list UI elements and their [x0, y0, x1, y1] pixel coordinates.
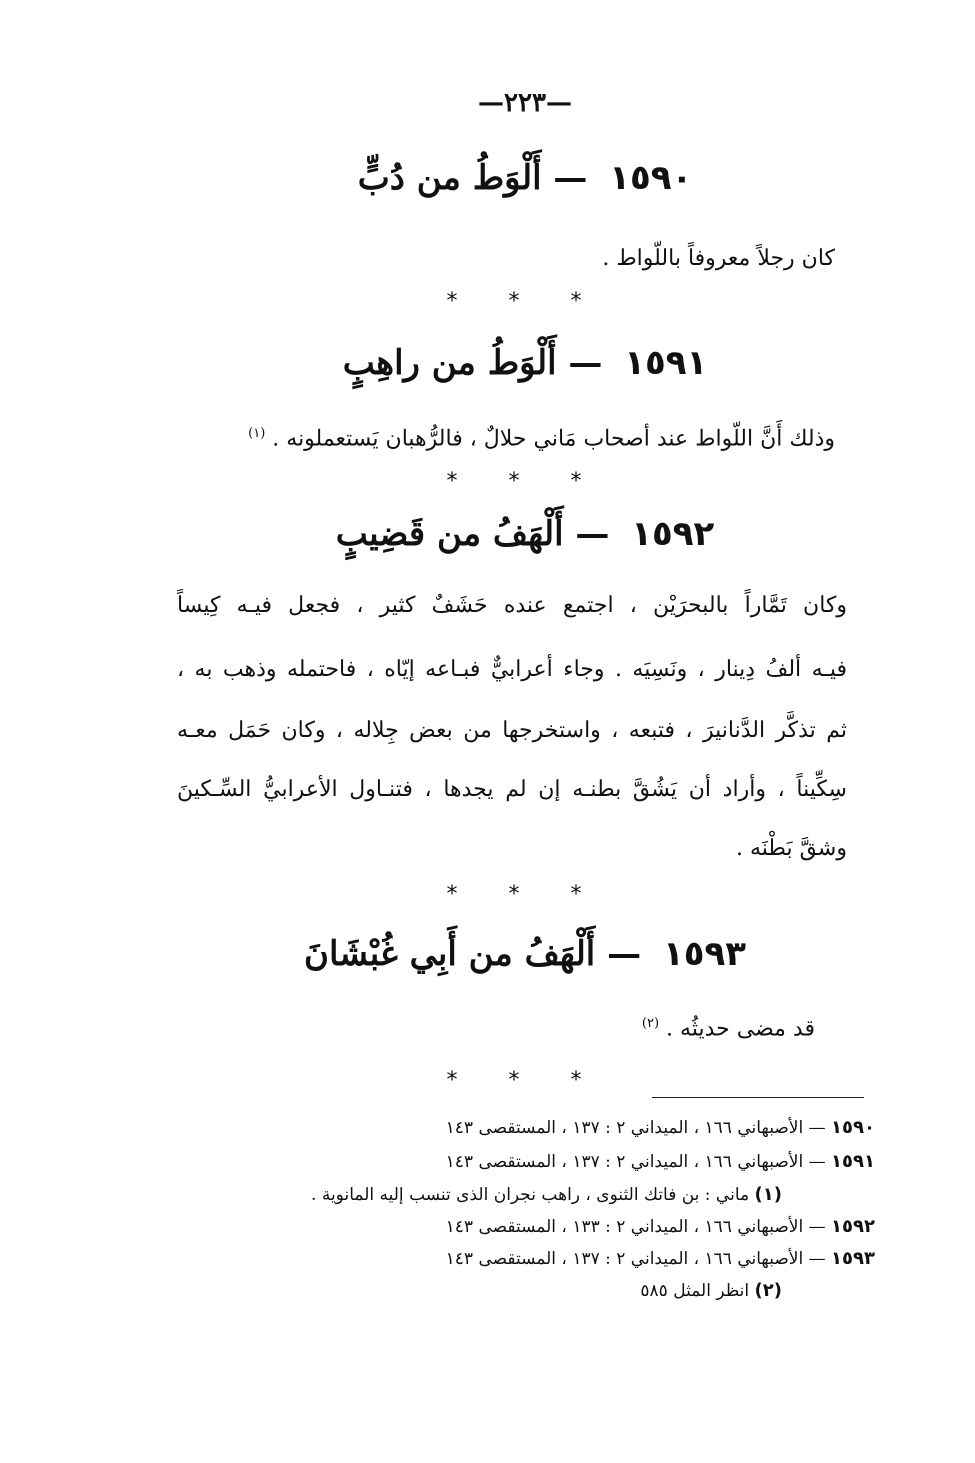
entry-text-line: فيـه ألفُ دِينار ، ونَسِيَه . وجاء أعرابيٌّ فبـاعه إيّاه ، فاحتمله وذهب به ، [177, 657, 847, 682]
entry-dash: — [553, 158, 588, 198]
footnote-number: (١) [754, 1184, 782, 1205]
footnote-number: (٢) [754, 1280, 782, 1301]
entry-text-1590: كان رجلاً معروفاً باللّواط . [602, 246, 835, 271]
separator-stars: * * * [446, 882, 604, 907]
entry-proverb: أَلْهَفُ من أَبِي غُبْشَانَ [304, 934, 596, 974]
footnote-line [446, 1216, 875, 1237]
entry-number: ١٥٩٣ [662, 934, 746, 974]
entry-heading-1591 [0, 343, 975, 383]
footnote-number: ١٥٩٢ [831, 1216, 875, 1237]
footnote-line [446, 1248, 875, 1269]
footnote-line [311, 1184, 782, 1205]
entry-heading-1593 [0, 934, 975, 974]
footnote-text: — الأصبهاني ١٦٦ ، الميداني ٢ : ١٣٧ ، المستقصى ١٤٣ [445, 1249, 826, 1269]
footnote-line [446, 1151, 875, 1172]
entry-number: ١٥٩٢ [631, 514, 715, 554]
entry-proverb: أَلْهَفُ من قَضِيبٍ [335, 514, 564, 554]
entry-text-1593 [642, 1016, 815, 1041]
entry-proverb: أَلْوَطُ من راهِبٍ [342, 343, 557, 383]
footnote-number: ١٥٩٣ [831, 1248, 875, 1269]
footnote-text: — الأصبهاني ١٦٦ ، الميداني ٢ : ١٣٧ ، المستقصى ١٤٣ [445, 1118, 826, 1138]
entry-text-line: سِكِّيناً ، وأراد أن يَشُقَّ بطنـه إن لم يجدها ، فتنـاول الأعرابيُّ السِّـكينَ [177, 777, 847, 802]
entry-text-line: وشقَّ بَطْنَه . [736, 836, 847, 861]
entry-text-line: وذلك أَنَّ اللّواط عند أصحاب مَاني حلالٌ ، فالرُّهبان يَستعملونه . [272, 426, 835, 452]
separator-stars: * * * [446, 469, 604, 494]
footnote-number: ١٥٩٠ [831, 1117, 875, 1138]
separator-stars: * * * [446, 289, 604, 314]
footnote-line [446, 1117, 875, 1138]
page-number: —٢٢٣— [478, 88, 572, 118]
entry-dash: — [568, 343, 603, 383]
entry-text-line: ثم تذكَّر الدَّنانيرَ ، فتبعه ، واستخرجها من بعض جِلاله ، وكان حَمَل معـه [177, 718, 847, 743]
entry-dash: — [607, 934, 642, 974]
entry-number: ١٥٩٠ [609, 158, 693, 198]
entry-heading-1590 [0, 158, 975, 198]
entry-heading-1592 [0, 514, 975, 554]
entry-text-line: وكان تَمَّاراً بالبحرَيْن ، اجتمع عنده حَشَفٌ كثير ، فجعل فيـه كِيساً [177, 593, 847, 618]
separator-stars: * * * [446, 1068, 604, 1093]
footnote-text: — الأصبهاني ١٦٦ ، الميداني ٢ : ١٣٣ ، المستقصى ١٤٣ [445, 1217, 826, 1237]
entry-proverb: أَلْوَطُ من دُبٍّ [357, 158, 542, 198]
entry-dash: — [575, 514, 610, 554]
footnote-marker: (١) [248, 426, 266, 441]
footnote-number: ١٥٩١ [831, 1151, 875, 1172]
footnote-line [640, 1280, 782, 1301]
footnote-text: انظر المثل ٥٨٥ [640, 1281, 750, 1301]
entry-text-line: قد مضى حديثُه . [666, 1016, 815, 1042]
footnote-rule [652, 1097, 864, 1098]
entry-text-1591 [248, 426, 835, 451]
footnote-text: ماني : بن فاتك الثنوى ، راهب نجران الذى تنسب إليه المانوية . [311, 1185, 750, 1205]
footnote-text: — الأصبهاني ١٦٦ ، الميداني ٢ : ١٣٧ ، المستقصى ١٤٣ [445, 1152, 826, 1172]
entry-number: ١٥٩١ [624, 343, 708, 383]
footnote-marker: (٢) [641, 1016, 660, 1031]
